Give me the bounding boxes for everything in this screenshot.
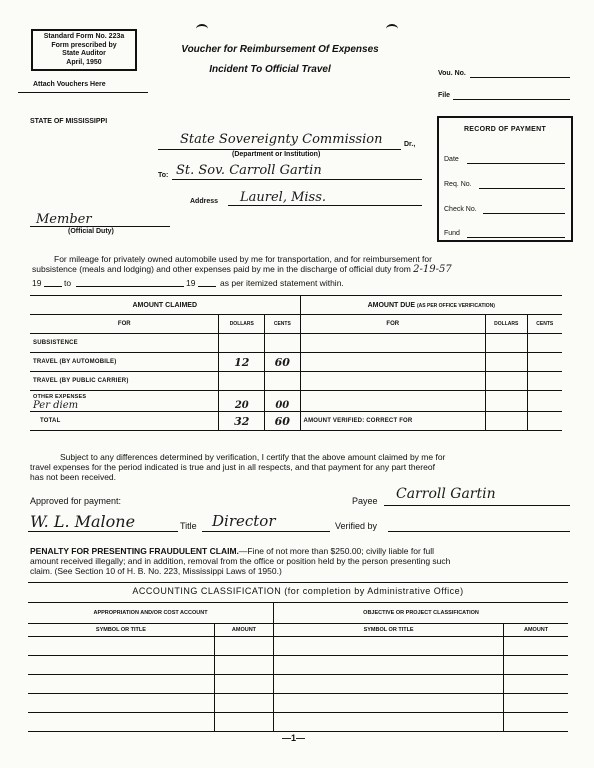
approved-label: Approved for payment: bbox=[30, 496, 122, 506]
table-row bbox=[30, 391, 562, 412]
department-line bbox=[158, 149, 401, 150]
payment-req-field[interactable] bbox=[479, 188, 565, 189]
cents-value: 00 bbox=[275, 400, 290, 411]
other-expenses-cell bbox=[30, 391, 219, 412]
row-label: Per diem bbox=[33, 399, 79, 411]
to-label: To: bbox=[158, 172, 169, 179]
total-label: TOTAL bbox=[30, 412, 219, 431]
due-cents-cell bbox=[527, 372, 562, 391]
due-cell bbox=[300, 391, 485, 412]
record-of-payment-box bbox=[437, 116, 573, 242]
staple-mark bbox=[196, 24, 208, 34]
due-cents-cell bbox=[527, 412, 562, 431]
official-duty-value: Member bbox=[36, 212, 92, 227]
col-dollars: DOLLARS bbox=[219, 315, 265, 334]
staple-mark bbox=[386, 24, 398, 34]
certification-paragraph bbox=[30, 452, 570, 482]
penalty-text-1: —Fine of not more than $250.00; civilly liable for full bbox=[238, 546, 435, 556]
accounting-title: ACCOUNTING CLASSIFICATION (for completion by Administrative Office) bbox=[132, 586, 464, 596]
payee-label: Payee bbox=[352, 496, 378, 506]
mileage-line-1: For mileage for privately owned automobile used by me for transportation, and for reimbursement for bbox=[54, 254, 432, 264]
approver-line bbox=[28, 531, 178, 532]
amount-label: AMOUNT bbox=[214, 624, 273, 637]
blank bbox=[44, 286, 62, 287]
amount-claimed-header: AMOUNT CLAIMED bbox=[30, 296, 300, 315]
sf-line-3: State Auditor bbox=[62, 50, 106, 57]
title-label: Title bbox=[180, 521, 197, 531]
cents-cell bbox=[265, 372, 300, 391]
payment-date-label: Date bbox=[444, 156, 459, 163]
due-cents-cell bbox=[527, 353, 562, 372]
sf-line-2: Form prescribed by bbox=[51, 41, 117, 49]
table-row bbox=[30, 334, 562, 353]
row-label: OTHER EXPENSES bbox=[33, 393, 87, 400]
to-value: St. Sov. Carroll Gartin bbox=[176, 163, 322, 178]
dollars-value: 20 bbox=[234, 400, 249, 411]
file-field[interactable] bbox=[453, 99, 570, 100]
to-line bbox=[172, 179, 422, 180]
spacer bbox=[219, 391, 264, 400]
standard-form-box bbox=[31, 29, 137, 71]
payment-fund-label: Fund bbox=[444, 230, 460, 237]
amount-due-title: AMOUNT DUE bbox=[367, 301, 416, 309]
verified-by-label: Verified by bbox=[335, 521, 378, 531]
dollars-cell: 12 bbox=[219, 353, 265, 372]
form-subtitle: Incident To Official Travel bbox=[209, 64, 331, 75]
mileage-paragraph bbox=[32, 254, 572, 275]
amount-label: AMOUNT bbox=[504, 624, 568, 637]
penalty-heading: PENALTY FOR PRESENTING FRAUDULENT CLAIM. bbox=[30, 546, 239, 556]
table-row bbox=[30, 372, 562, 391]
table-row bbox=[28, 656, 568, 675]
objective-header: OBJECTIVE OR PROJECT CLASSIFICATION bbox=[274, 603, 568, 624]
payment-req-label: Req. No. bbox=[444, 181, 472, 188]
payee-signature: Carroll Gartin bbox=[396, 486, 496, 502]
form-title: Voucher for Reimbursement Of Expenses bbox=[181, 44, 379, 55]
department-value: State Sovereignty Commission bbox=[180, 132, 383, 147]
address-label: Address bbox=[190, 198, 219, 205]
due-dollars-cell bbox=[485, 412, 527, 431]
penalty-paragraph bbox=[30, 546, 575, 576]
dollars-cell bbox=[219, 372, 265, 391]
appropriation-header: APPROPRIATION AND/OR COST ACCOUNT bbox=[28, 603, 274, 624]
mileage-line-2-row bbox=[32, 264, 572, 275]
col-for: FOR bbox=[300, 315, 485, 334]
due-cents-cell bbox=[527, 391, 562, 412]
cents-cell: 60 bbox=[265, 353, 300, 372]
due-dollars-cell bbox=[485, 353, 527, 372]
blank bbox=[76, 286, 184, 287]
due-cell bbox=[300, 372, 485, 391]
divider bbox=[18, 92, 148, 93]
certify-line-3: has not been received. bbox=[30, 472, 117, 482]
due-cents-cell bbox=[527, 334, 562, 353]
dollars-cell bbox=[219, 391, 265, 412]
page-number: —1— bbox=[282, 733, 306, 743]
spacer bbox=[265, 391, 299, 400]
mileage-line-3-a: 19 bbox=[32, 278, 42, 288]
due-dollars-cell bbox=[485, 334, 527, 353]
official-duty-line bbox=[30, 226, 170, 227]
symbol-label: SYMBOL OR TITLE bbox=[274, 624, 504, 637]
divider bbox=[28, 582, 568, 583]
table-row bbox=[28, 637, 568, 656]
amount-due-header bbox=[300, 296, 562, 315]
approver-signature: W. L. Malone bbox=[30, 512, 136, 531]
due-dollars-cell bbox=[485, 391, 527, 412]
payment-fund-field[interactable] bbox=[467, 237, 565, 238]
row-label: TRAVEL (BY PUBLIC CARRIER) bbox=[30, 372, 219, 391]
expense-table bbox=[30, 295, 562, 431]
mileage-line-3-d: as per itemized statement within. bbox=[220, 278, 344, 288]
official-duty-caption: (Official Duty) bbox=[68, 228, 114, 235]
cents-cell bbox=[265, 334, 300, 353]
title-value: Director bbox=[212, 512, 276, 530]
title-line bbox=[202, 531, 330, 532]
payment-check-field[interactable] bbox=[483, 213, 565, 214]
table-row bbox=[28, 713, 568, 732]
payment-check-label: Check No. bbox=[444, 206, 477, 213]
file-label: File bbox=[438, 92, 451, 99]
certify-line-1: Subject to any differences determined by verification, I certify that the above amount claimed by me for bbox=[60, 452, 446, 462]
col-dollars: DOLLARS bbox=[485, 315, 527, 334]
total-dollars: 32 bbox=[219, 412, 265, 431]
table-row bbox=[30, 353, 562, 372]
sf-line-1: Standard Form No. 223a bbox=[43, 33, 125, 40]
penalty-line-1 bbox=[30, 546, 575, 556]
blank bbox=[198, 286, 216, 287]
address-line bbox=[228, 205, 422, 206]
col-for: FOR bbox=[30, 315, 219, 334]
verified-by-line[interactable] bbox=[388, 531, 570, 532]
accounting-table bbox=[28, 602, 568, 732]
row-label: TRAVEL (BY AUTOMOBILE) bbox=[30, 353, 219, 372]
sf-line-4: April, 1950 bbox=[66, 58, 102, 66]
mileage-date-from: 2-19-57 bbox=[413, 264, 452, 275]
dr-label: Dr., bbox=[404, 141, 416, 148]
payee-line bbox=[384, 505, 570, 506]
amount-due-note: (AS PER OFFICE VERIFICATION) bbox=[416, 302, 495, 309]
table-row bbox=[30, 412, 562, 431]
dollars-cell bbox=[219, 334, 265, 353]
symbol-label: SYMBOL OR TITLE bbox=[28, 624, 214, 637]
total-cents: 60 bbox=[265, 412, 300, 431]
payment-date-field[interactable] bbox=[467, 163, 565, 164]
state-label: STATE OF MISSISSIPPI bbox=[30, 118, 108, 125]
amount-verified-label: AMOUNT VERIFIED: CORRECT FOR bbox=[300, 412, 485, 431]
due-cell bbox=[300, 353, 485, 372]
attach-vouchers-label: Attach Vouchers Here bbox=[33, 81, 106, 88]
due-cell bbox=[300, 334, 485, 353]
cents-cell bbox=[265, 391, 300, 412]
record-of-payment-title: RECORD OF PAYMENT bbox=[463, 126, 547, 133]
due-dollars-cell bbox=[485, 372, 527, 391]
row-label: SUBSISTENCE bbox=[30, 334, 219, 353]
department-caption: (Department or Institution) bbox=[232, 151, 321, 158]
col-cents: CENTS bbox=[527, 315, 562, 334]
address-value: Laurel, Miss. bbox=[240, 190, 327, 205]
vou-no-label: Vou. No. bbox=[438, 70, 466, 77]
table-row bbox=[28, 675, 568, 694]
table-row bbox=[28, 694, 568, 713]
mileage-line-2: subsistence (meals and lodging) and other expenses paid by me in the discharge of official duty from bbox=[32, 264, 411, 274]
vou-no-field[interactable] bbox=[470, 77, 570, 78]
certify-line-2: travel expenses for the period indicated is true and just in all respects, and that payment for any part thereof bbox=[30, 462, 435, 472]
mileage-line-3-c: 19 bbox=[186, 278, 196, 288]
col-cents: CENTS bbox=[265, 315, 300, 334]
mileage-line-3-b: to bbox=[64, 278, 72, 288]
penalty-line-3: claim. (See Section 10 of H. B. No. 223, Mississippi Laws of 1950.) bbox=[30, 566, 282, 576]
penalty-line-2: amount received illegally; and in addition, removal from the office or position held by the person presenting such bbox=[30, 556, 451, 566]
